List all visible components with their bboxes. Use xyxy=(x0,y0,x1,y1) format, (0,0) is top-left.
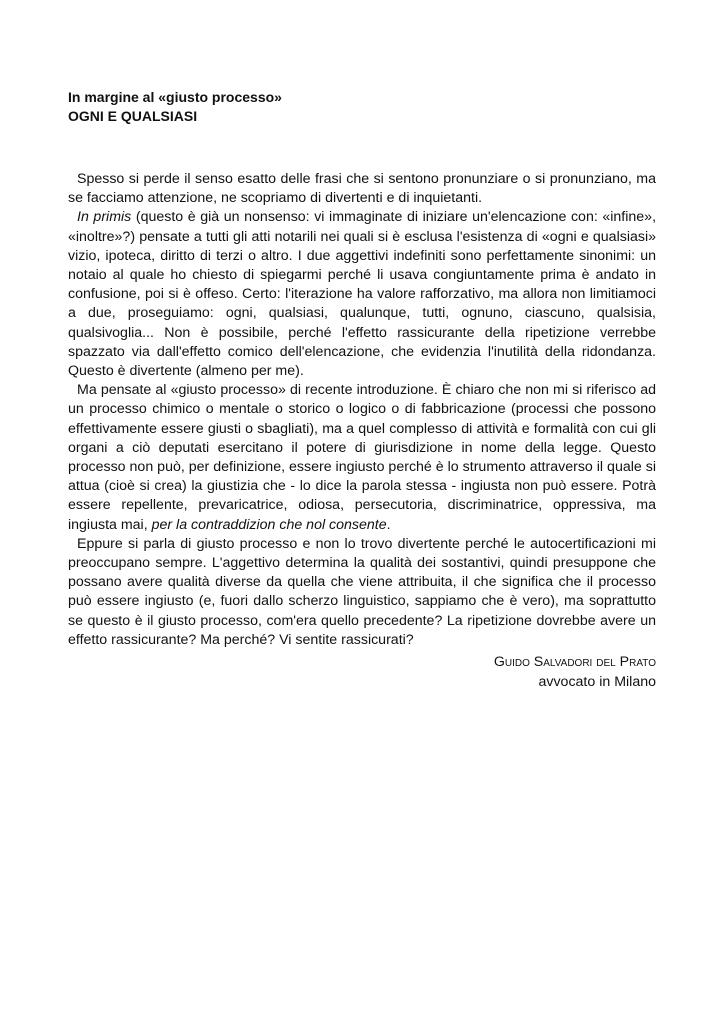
paragraph-3-italic: per la contraddizion che nol consente xyxy=(147,516,387,533)
article xyxy=(68,88,656,692)
paragraph-2-text: (questo è già un nonsenso: vi immaginate di iniziare un'elencazione con: «infine», «inoltre»?) pensate a tutti gli atti notarili nei quali si è esclusa l'esistenza di «ogni e qualsiasi» vizio, ipoteca, diritto di terzi o altro. I due aggettivi indefiniti sono perfettamente sinonimi: un notaio al quale ho chiesto di spiegarmi perché li usava congiuntamente prima è andato in confusione, poi si è offeso. Certo: l'iterazione ha valore rafforzativo, ma allora non limitiamoci a due, proseguiamo: ogni, qualsiasi, qualunque, tutti, ognuno, ciascuno, qualsisia, qualsivoglia... Non è possibile, perché l'effetto rassicurante della ripetizione verrebbe spazzato via dall'effetto comico dell'elencazione, che evidenzia l'inutilità della ridondanza. Questo è divertente (almeno per me). xyxy=(68,209,657,380)
article-title: OGNI E QUALSIASI xyxy=(68,108,198,124)
paragraph-4: Eppure si parla di giusto processo e non lo trovo divertente perché le autocertificazioni mi preoccupano sempre. L'aggettivo determina la qualità dei sostantivi, quindi presuppone che possano avere qualità diverse da quella che viene attribuita, il che significa che il processo può essere ingiusto (e, fuori dallo scherzo linguistico, sappiamo che è vero), ma soprattutto se questo è il giusto processo, com'era quello precedente? La ripetizione dovrebbe avere un effetto rassicurante? Ma perché? Vi sentite rassicurati? xyxy=(68,535,656,648)
paragraph-3-end: . xyxy=(386,516,391,533)
paragraph-3-text: Ma pensate al «giusto processo» di recente introduzione. È chiaro che non mi si riferisco ad un processo chimico o mentale o storico o logico o di fabbricazione (processi che possono effettivamente essere giusti o sbagliati), ma a quel complesso di attività e formalità con cui gli organi a ciò deputati esercitano il potere di giurisdizione in nome della legge. Questo processo non può, per definizione, essere ingiusto perché è lo strumento attraverso il quale si attua (cioè si crea) la giustizia che - lo dice la parola stessa - ingiusta non può essere. Potrà essere repellente, prevaricatrice, odiosa, persecutoria, discriminatrice, oppressiva, ma ingiusta mai, xyxy=(68,382,656,533)
paragraph-1: Spesso si perde il senso esatto delle frasi che si sentono pronunziare o si pronunziano, ma se facciamo attenzione, ne scopriamo di divertenti e di inquietanti. xyxy=(68,171,656,207)
paragraph-2-italic: In primis xyxy=(77,209,132,226)
author-name: Guido Salvadori del Prato xyxy=(493,654,656,671)
article-kicker: In margine al «giusto processo» xyxy=(68,89,282,105)
paragraph-2 xyxy=(68,208,656,381)
paragraph-3 xyxy=(68,381,656,535)
article-body xyxy=(68,170,656,650)
author-role: avvocato in Milano xyxy=(538,674,656,691)
signature xyxy=(68,652,656,692)
